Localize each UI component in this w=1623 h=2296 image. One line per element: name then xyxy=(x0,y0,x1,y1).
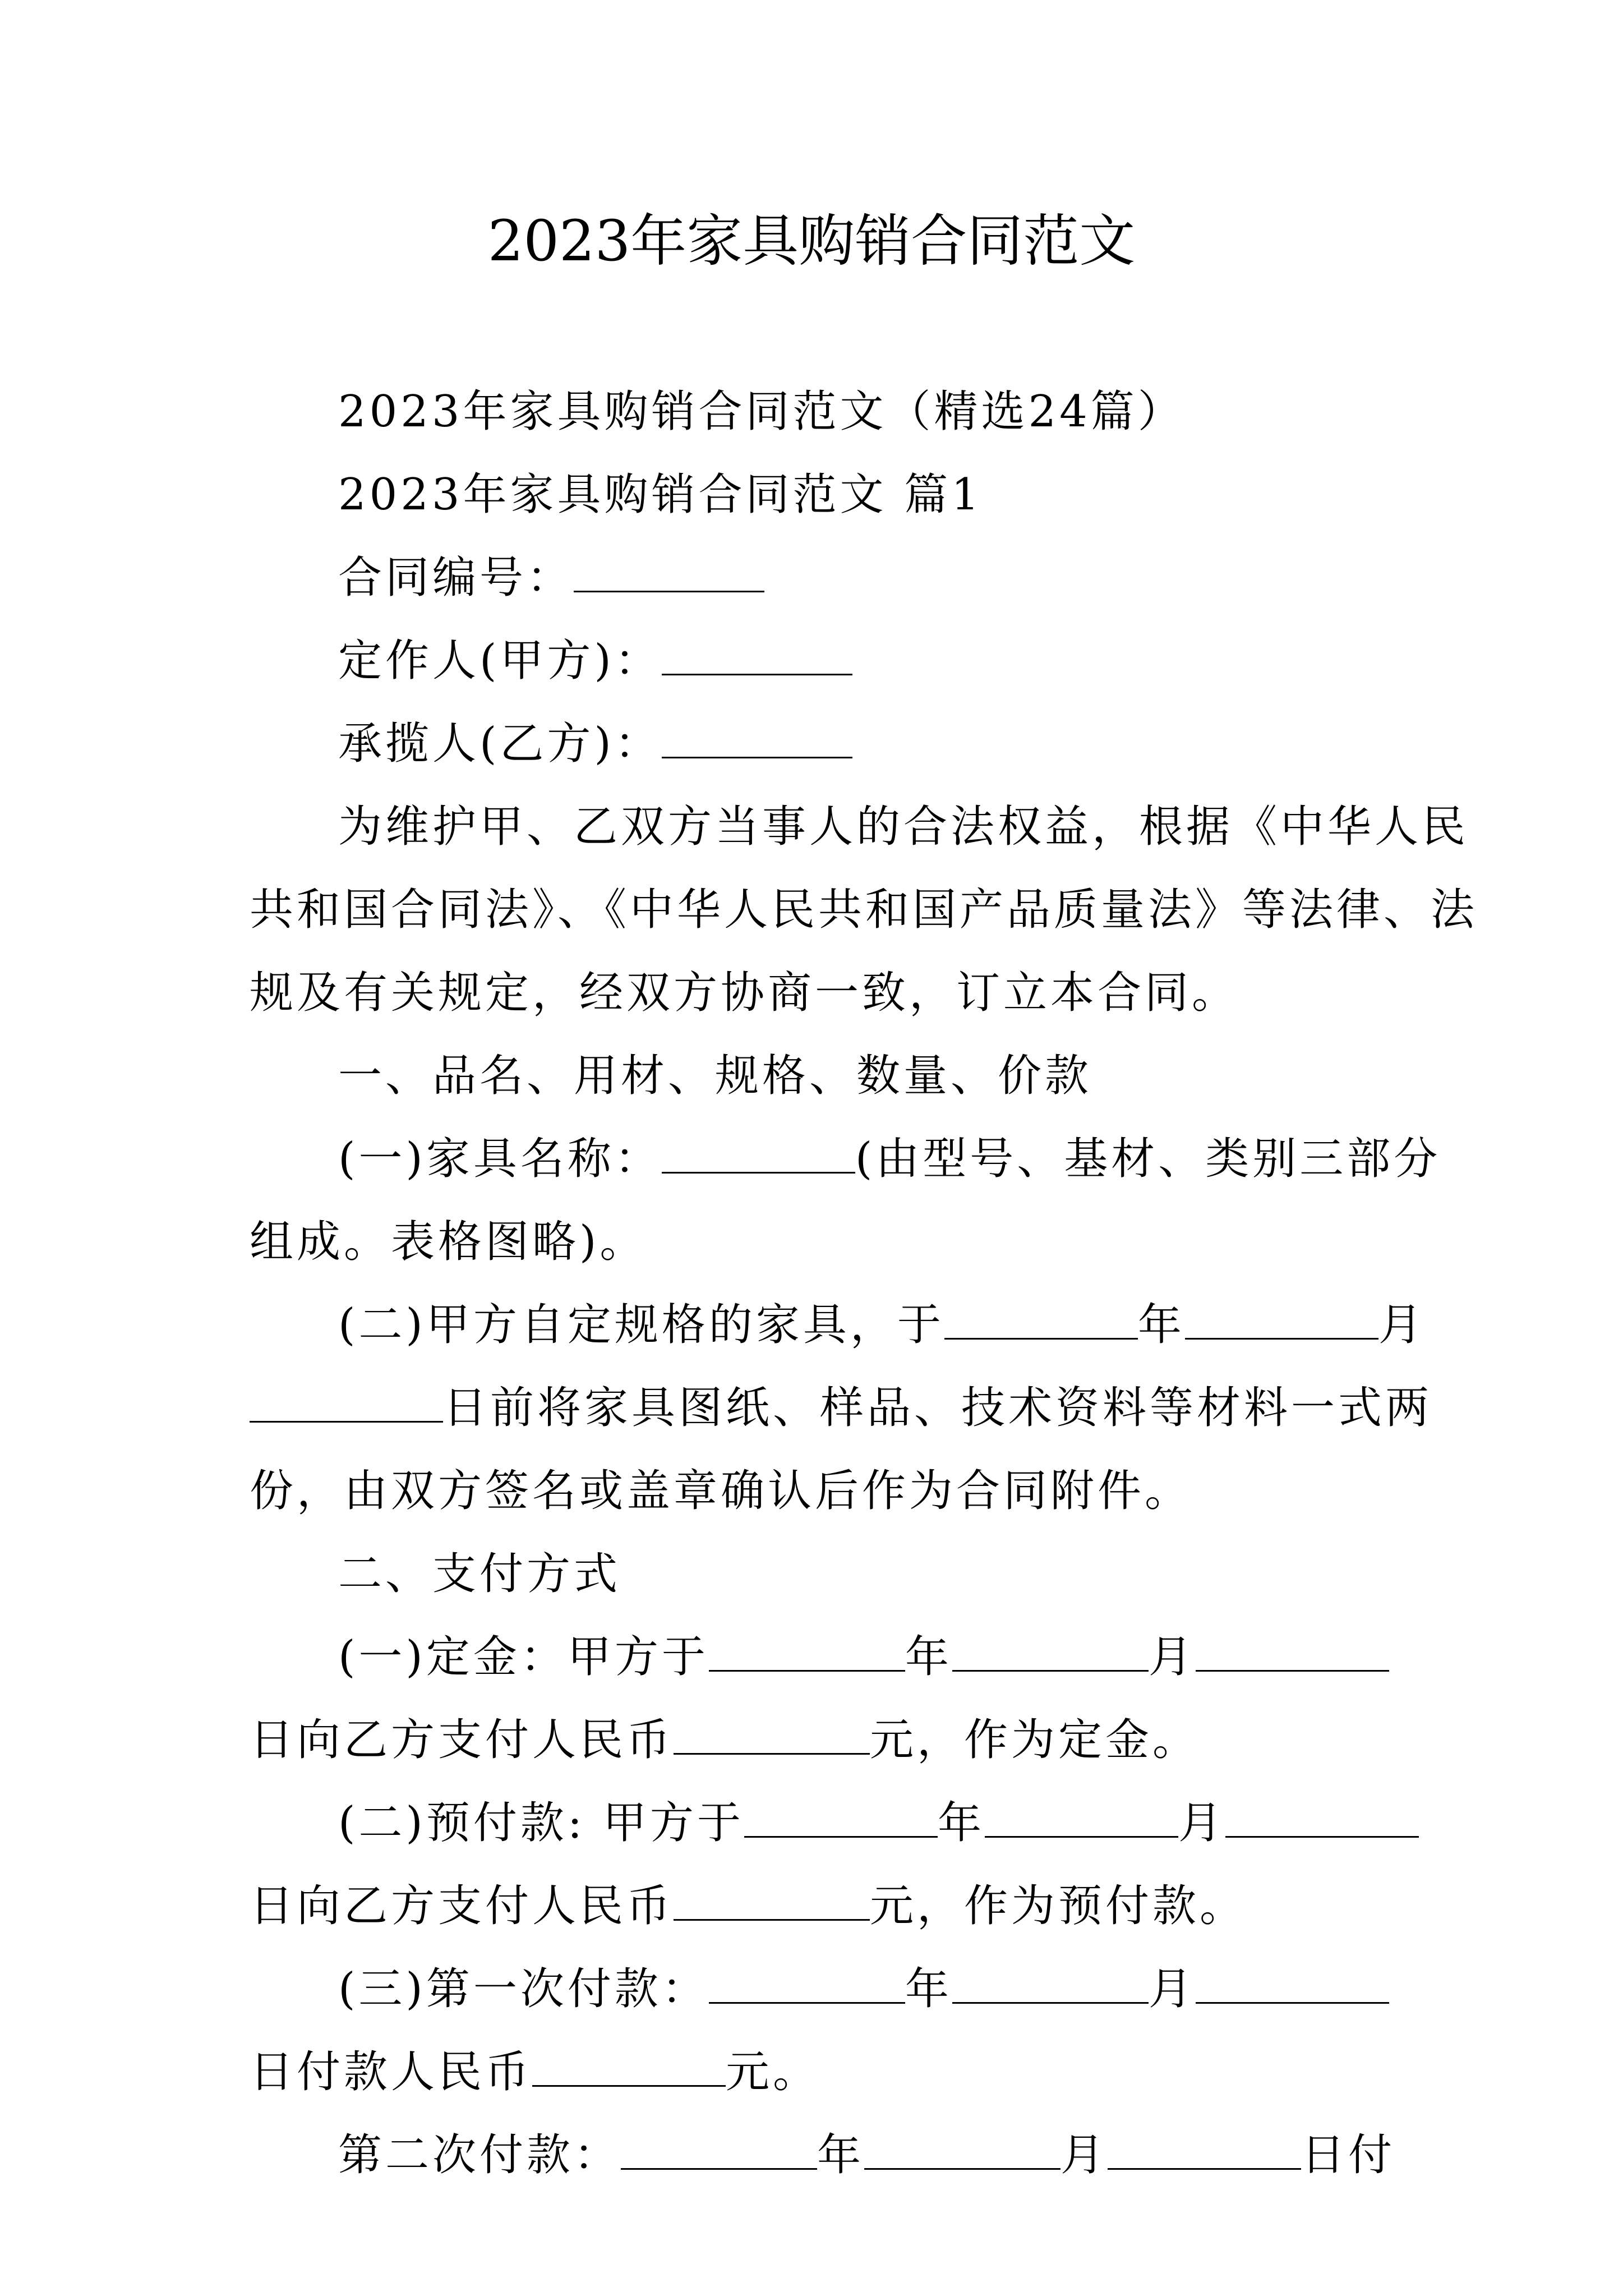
month-blank xyxy=(952,1974,1149,2004)
month-label: 月 xyxy=(1148,1632,1196,1682)
party-a-blank xyxy=(662,646,852,675)
day-blank xyxy=(1196,1974,1389,2004)
party-b-blank xyxy=(662,729,852,758)
second-payment-tail: 日付 xyxy=(1301,2130,1396,2180)
paragraph-line xyxy=(250,1200,1377,1283)
paragraph-text: 为维护甲、乙双方当事人的合法权益，根据《中华人民 xyxy=(338,802,1469,852)
month-blank xyxy=(864,2140,1061,2170)
year-blank xyxy=(744,1808,938,1838)
paragraph-line xyxy=(250,951,1377,1034)
month-label: 月 xyxy=(1378,1300,1426,1350)
prepayment-text: 日向乙方支付人民币 xyxy=(250,1881,674,1931)
custom-spec-line xyxy=(250,1366,1433,1450)
first-payment-text: 日付款人民币 xyxy=(250,2047,533,2097)
prepayment-tail: 元，作为预付款。 xyxy=(870,1881,1247,1931)
party-b-line xyxy=(250,702,1377,785)
amount-blank xyxy=(674,1725,870,1755)
custom-spec-text: 日前将家具图纸、样品、技术资料等材料一式两 xyxy=(443,1383,1433,1433)
paragraph-line xyxy=(250,868,1478,951)
year-blank xyxy=(944,1310,1138,1340)
amount-blank xyxy=(532,2057,726,2087)
party-a-label: 定作人(甲方)： xyxy=(338,636,662,686)
year-label: 年 xyxy=(905,1964,952,2014)
section-heading-text: 2023年家具购销合同范文 篇1 xyxy=(338,470,983,520)
second-payment-line xyxy=(250,2114,1396,2197)
contract-number-line xyxy=(250,536,1377,619)
party-a-line xyxy=(250,619,1377,702)
deposit-line xyxy=(250,1616,1377,1699)
day-blank xyxy=(1225,1808,1419,1838)
section-heading-line xyxy=(250,453,1377,536)
furniture-name-label: (一)家具名称： xyxy=(338,1134,662,1184)
day-blank xyxy=(250,1393,443,1423)
party-b-label: 承揽人(乙方)： xyxy=(338,719,662,769)
subtitle-line xyxy=(250,370,1377,453)
contract-number-blank xyxy=(574,563,764,592)
month-blank xyxy=(985,1808,1178,1838)
deposit-line xyxy=(250,1699,1377,1782)
clause-heading-line xyxy=(250,1533,1377,1616)
deposit-tail: 元，作为定金。 xyxy=(870,1715,1200,1765)
paragraph-text: 共和国合同法》、《中华人民共和国产品质量法》等法律、法 xyxy=(250,885,1478,935)
clause-heading-line xyxy=(250,1034,1377,1117)
document-title: 2023年家具购销合同范文 xyxy=(487,208,1136,274)
day-blank xyxy=(1196,1642,1389,1672)
year-label: 年 xyxy=(905,1632,952,1682)
year-blank xyxy=(709,1642,905,1672)
first-payment-tail: 元。 xyxy=(726,2047,820,2097)
prepayment-line xyxy=(250,1782,1377,1865)
day-blank xyxy=(1108,2140,1301,2170)
month-blank xyxy=(952,1642,1149,1672)
amount-blank xyxy=(674,1891,870,1921)
year-blank xyxy=(621,2140,817,2170)
clause-heading-text: 一、品名、用材、规格、数量、价款 xyxy=(338,1051,1092,1101)
first-payment-label: (三)第一次付款： xyxy=(338,1964,709,2014)
prepayment-label: (二)预付款: 甲方于 xyxy=(338,1798,744,1848)
month-label: 月 xyxy=(1178,1798,1225,1848)
month-label: 月 xyxy=(1148,1964,1196,2014)
month-label: 月 xyxy=(1061,2130,1108,2180)
first-payment-line xyxy=(250,2031,1377,2114)
year-label: 年 xyxy=(1137,1300,1185,1350)
year-label: 年 xyxy=(817,2130,865,2180)
paragraph-text: 组成。表格图略)。 xyxy=(250,1217,647,1267)
subtitle-text: 2023年家具购销合同范文（精选24篇） xyxy=(338,386,1185,437)
deposit-label: (一)定金：甲方于 xyxy=(338,1632,709,1682)
furniture-name-blank xyxy=(662,1144,855,1174)
custom-spec-text: (二)甲方自定规格的家具，于 xyxy=(338,1300,944,1350)
furniture-name-line xyxy=(250,1117,1441,1200)
contract-number-label: 合同编号： xyxy=(338,553,574,603)
paragraph-line xyxy=(250,785,1469,868)
custom-spec-line xyxy=(250,1283,1426,1366)
month-blank xyxy=(1185,1310,1378,1340)
paragraph-text: 规及有关规定，经双方协商一致，订立本合同。 xyxy=(250,968,1239,1018)
year-label: 年 xyxy=(937,1798,985,1848)
document-body xyxy=(250,370,1478,2197)
prepayment-line xyxy=(250,1865,1377,1948)
furniture-name-note: (由型号、基材、类别三部分 xyxy=(855,1134,1441,1184)
second-payment-label: 第二次付款： xyxy=(338,2130,621,2180)
paragraph-text: 份，由双方签名或盖章确认后作为合同附件。 xyxy=(250,1466,1192,1516)
deposit-text: 日向乙方支付人民币 xyxy=(250,1715,674,1765)
paragraph-line xyxy=(250,1450,1377,1533)
year-blank xyxy=(709,1974,905,2004)
clause-heading-text: 二、支付方式 xyxy=(338,1549,621,1599)
first-payment-line xyxy=(250,1948,1377,2031)
